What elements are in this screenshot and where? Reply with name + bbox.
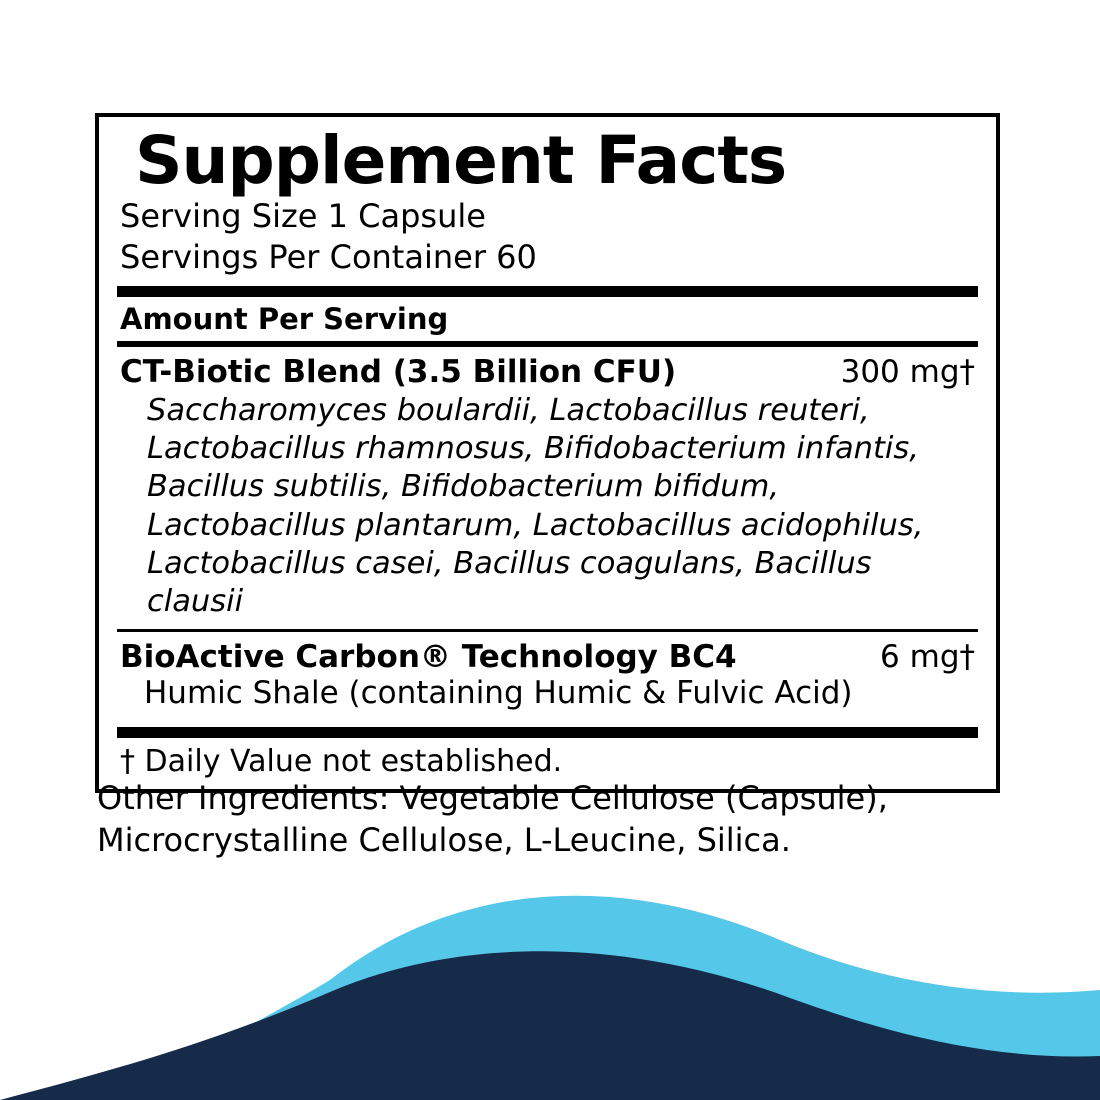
nutrient-name: CT-Biotic Blend (3.5 Billion CFU) [120, 354, 677, 391]
daily-value-footnote: † Daily Value not established. [120, 743, 563, 779]
nutrient-detail-humic-shale: Humic Shale (containing Humic & Fulvic Acid) [144, 674, 853, 711]
page-title: Supplement Facts [135, 122, 787, 199]
nutrient-detail-strains: Saccharomyces boulardii, Lactobacillus reuteri, Lactobacillus rhamnosus, Bifidobacterium infantis, Bacillus subtilis, Bifidobacterium bifidum, Lactobacillus plantarum, Lactobacillus acidophilus, Lactobacillus casei, Bacillus coagulans, Bacillus clausii [147, 393, 924, 619]
servings-per-container-text: Servings Per Container 60 [120, 238, 537, 277]
supplement-facts-panel [95, 113, 1000, 793]
amount-per-serving-header: Amount Per Serving [120, 302, 449, 337]
nutrient-row-ct-biotic-blend [117, 347, 978, 390]
decorative-wave-graphic [0, 870, 1100, 1100]
nutrient-row-bioactive-carbon [117, 632, 978, 675]
divider-thick-top [117, 286, 978, 297]
serving-size-text: Serving Size 1 Capsule [120, 197, 486, 236]
wave-svg [0, 870, 1100, 1100]
nutrient-name: BioActive Carbon® Technology BC4 [120, 638, 737, 675]
divider-thick-bottom [117, 727, 978, 738]
nutrient-amount: 300 mg† [840, 354, 975, 391]
other-ingredients-text: Other Ingredients: Vegetable Cellulose (Capsule), Microcrystalline Cellulose, L-Leucine, Silica. [97, 779, 888, 859]
nutrient-amount: 6 mg† [880, 638, 975, 675]
